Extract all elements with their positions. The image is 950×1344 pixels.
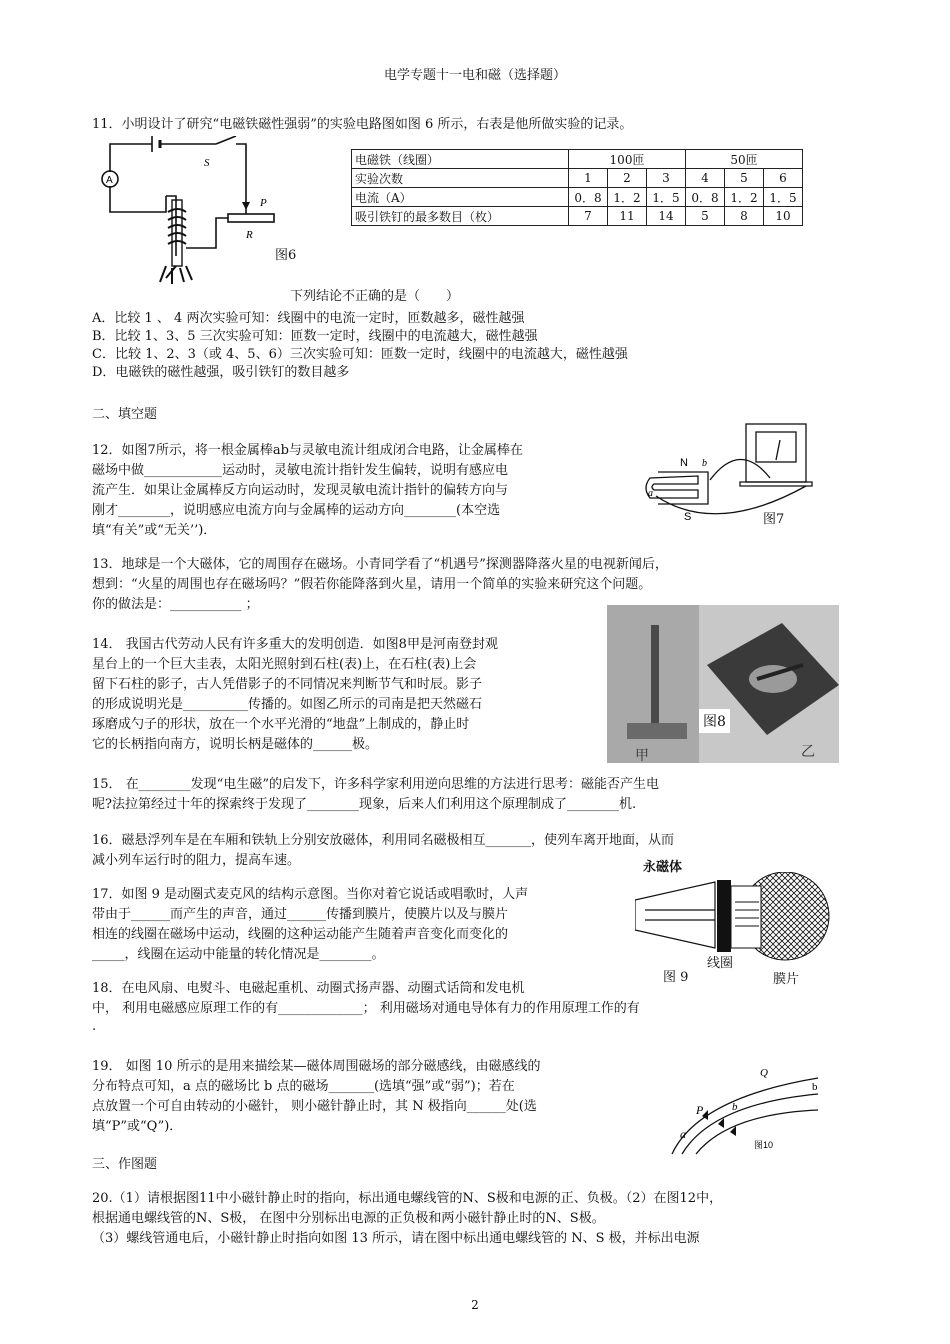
- table-cell: 5: [686, 207, 725, 226]
- q18-line: 18．在电风扇、电熨斗、电磁起重机、动圈式扬声器、动圈式话筒和发电机: [92, 981, 525, 996]
- figure-7-label: 图7: [763, 512, 785, 527]
- q17-line: 相连的线圈在磁场中运动，线圈的这种运动能产生随着声音变化而变化的: [92, 927, 509, 942]
- q20-line: （3）螺线管通电后，小磁针静止时指向如图 13 所示，请在图中标出通电螺线管的 N、S 极，并标出电源: [92, 1231, 700, 1246]
- table-cell: 8: [725, 207, 764, 226]
- q16-line: 减小列车运行时的阻力，提高车速。: [92, 853, 301, 868]
- table-cell: 4: [686, 169, 725, 188]
- table-cell: 11: [608, 207, 647, 226]
- q15-line: 15． 在________发现“电生磁”的启发下，许多科学家利用逆向思维的方法进行思考：磁能否产生电: [92, 777, 659, 792]
- photo-right-label: 乙: [801, 744, 815, 760]
- table-cell: 2: [608, 169, 647, 188]
- figure-8-drawing: [607, 605, 839, 763]
- q14-line: 14． 我国古代劳动人民有许多重大的发明创造．如图8甲是河南登封观: [92, 637, 498, 652]
- rheostat-label: R: [246, 229, 253, 241]
- q12-line: 刚才________，说明感应电流方向与金属棒的运动方向________(本空选: [92, 503, 501, 518]
- south-pole-label: S: [684, 511, 692, 523]
- point-p-label: P: [696, 1103, 704, 1117]
- table-cell: 实验次数: [352, 169, 569, 188]
- q19-line: 点放置一个可自由转动的小磁针， 则小磁针静止时，其 N 极指向______处(选: [92, 1099, 537, 1114]
- q18-line: 中， 利用电磁感应原理工作的有_____________； 利用磁场对通电导体有力的作用原理工作的有: [92, 1001, 640, 1016]
- q11-question: 下列结论不正确的是（ ）: [290, 289, 460, 304]
- switch-label: S: [204, 157, 210, 169]
- table-cell: 1．2: [725, 188, 764, 207]
- figure-10-field-lines: [668, 1058, 843, 1158]
- ammeter-label: A: [106, 175, 113, 186]
- table-cell: 电流（A）: [352, 188, 569, 207]
- q11-stem: 11．小明设计了研究“电磁铁磁性强弱”的实验电路图如图 6 所示，右表是他所做实验的记录。: [92, 117, 633, 132]
- figure-6-label: 图6: [275, 248, 297, 263]
- table-cell: 7: [569, 207, 608, 226]
- table-cell: 6: [764, 169, 803, 188]
- point-b-label: b: [702, 458, 707, 469]
- pointer-label: P: [260, 197, 267, 209]
- page-header: 电学专题十一电和磁（选择题）: [383, 68, 566, 83]
- section-3-title: 三、作图题: [92, 1157, 158, 1172]
- diaphragm-label: 膜片: [773, 972, 800, 987]
- coil-label: 线圈: [707, 956, 734, 971]
- table-row: [352, 169, 803, 188]
- q20-line: 20.（1）请根据图11中小磁针静止时的指向，标出通电螺线管的N、S极和电源的正、负极。（2）在图12中，: [92, 1191, 723, 1206]
- q12-line: 磁场中做____________运动时，灵敏电流计指针发生偏转，说明有感应电: [92, 463, 509, 478]
- point-b-field-label: b: [732, 1101, 738, 1113]
- table-cell: 14: [647, 207, 686, 226]
- q14-line: 的形成说明光是__________传播的。如图乙所示的司南是把天然磁石: [92, 697, 483, 712]
- table-row: [352, 207, 803, 226]
- table-row: [352, 188, 803, 207]
- north-pole-label: N: [680, 457, 688, 469]
- figure-6-circuit: [96, 136, 286, 288]
- q14-line: 琢磨成勺子的形状，放在一个水平光滑的“地盘”上制成的，静止时: [92, 717, 470, 732]
- q17-line: 带由于______而产生的声音，通过______传播到膜片，使膜片以及与膜片: [92, 907, 509, 922]
- point-a-field-label: a: [680, 1127, 686, 1141]
- figure-9-label: 图 9: [663, 970, 689, 985]
- figure-10-label: 图10: [754, 1140, 774, 1150]
- figure-9-microphone: [635, 872, 840, 972]
- q13-line: 想到：“火星的周围也存在磁场吗？”假若你能降落到火星，请用一个简单的实验来研究这个问题。: [92, 577, 652, 592]
- q20-line: 根据通电螺线管的N、S极， 在图中分别标出电源的正负极和两小磁针静止时的N、S极。: [92, 1211, 605, 1226]
- q14-line: 留下石柱的影子，古人凭借影子的不同情况来判断节气和时辰。影子: [92, 677, 483, 692]
- table-cell: 1: [569, 169, 608, 188]
- magnet-label: 永磁体: [643, 860, 683, 875]
- photo-left-label: 甲: [635, 748, 649, 764]
- table-cell: 1．5: [764, 188, 803, 207]
- q19-line: 分布特点可知，a 点的磁场比 b 点的磁场_______(选填“强”或“弱”)；若在: [92, 1079, 515, 1094]
- table-row: [352, 150, 803, 169]
- q11-option-b: B．比较 1、3、5 三次实验可知：匝数一定时，线圈中的电流越大，磁性越强: [92, 329, 538, 344]
- q12-line: 流产生．如果让金属棒反方向运动时，发现灵敏电流计指针的偏转方向与: [92, 483, 509, 498]
- figure-8-photos: [607, 605, 839, 763]
- q19-line: 填“P”或“Q”)．: [92, 1119, 183, 1134]
- q13-line: 13．地球是一个大磁体，它的周围存在磁场。小青同学看了“机遇号”探测器降落火星的电视新闻后，: [92, 557, 668, 572]
- q14-line: 它的长柄指向南方，说明长柄是磁体的______极。: [92, 737, 379, 752]
- table-cell: 0．8: [686, 188, 725, 207]
- side-b-label: b: [812, 1081, 818, 1093]
- table-cell: 吸引铁钉的最多数目（枚）: [352, 207, 569, 226]
- figure-7-galvanometer: [640, 420, 845, 530]
- table-cell: 电磁铁（线圈）: [352, 150, 569, 169]
- q12-line: 12．如图7所示，将一根金属棒ab与灵敏电流计组成闭合电路，让金属棒在: [92, 443, 523, 458]
- table-cell: 10: [764, 207, 803, 226]
- q11-option-a: A．比较 1 、 4 两次实验可知：线圈中的电流一定时，匝数越多，磁性越强: [92, 311, 525, 326]
- section-2-title: 二、填空题: [92, 407, 158, 422]
- q16-line: 16．磁悬浮列车是在车厢和铁轨上分别安放磁体，利用同名磁极相互_______，使列车离开地面，从而: [92, 833, 675, 848]
- q19-line: 19． 如图 10 所示的是用来描绘某—磁体周围磁场的部分磁感线，由磁感线的: [92, 1059, 541, 1074]
- table-cell: 0．8: [569, 188, 608, 207]
- table-cell: 3: [647, 169, 686, 188]
- q17-line: _____，线圈在运动中能量的转化情况是________。: [92, 947, 385, 962]
- page-number: 2: [471, 1298, 479, 1312]
- q13-line: 你的做法是：___________ ；: [92, 597, 259, 612]
- point-q-label: Q: [760, 1067, 768, 1079]
- table-cell: 50匝: [686, 150, 803, 169]
- table-cell: 1．5: [647, 188, 686, 207]
- table-cell: 5: [725, 169, 764, 188]
- q18-line: .: [92, 1019, 97, 1034]
- figure-8-label: 图8: [699, 709, 730, 733]
- table-cell: 100匝: [569, 150, 686, 169]
- q12-line: 填“有关”或“无关’’)．: [92, 523, 217, 538]
- q15-line: 呢?法拉第经过十年的探索终于发现了________现象，后来人们利用这个原理制成了________机.: [92, 797, 637, 812]
- q17-line: 17．如图 9 是动圈式麦克风的结构示意图。当你对着它说话或唱歌时，人声: [92, 887, 529, 902]
- q14-line: 星台上的一个巨大圭表，太阳光照射到石柱(表)上，在石柱(表)上会: [92, 657, 477, 672]
- table-cell: 1．2: [608, 188, 647, 207]
- q11-option-c: C．比较 1、2、3（或 4、5、6）三次实验可知：匝数一定时，线圈中的电流越大，磁性越强: [92, 347, 628, 362]
- point-a-label: a: [648, 488, 653, 499]
- q11-option-d: D．电磁铁的磁性越强，吸引铁钉的数目越多: [92, 365, 350, 380]
- experiment-record-table: [351, 149, 803, 226]
